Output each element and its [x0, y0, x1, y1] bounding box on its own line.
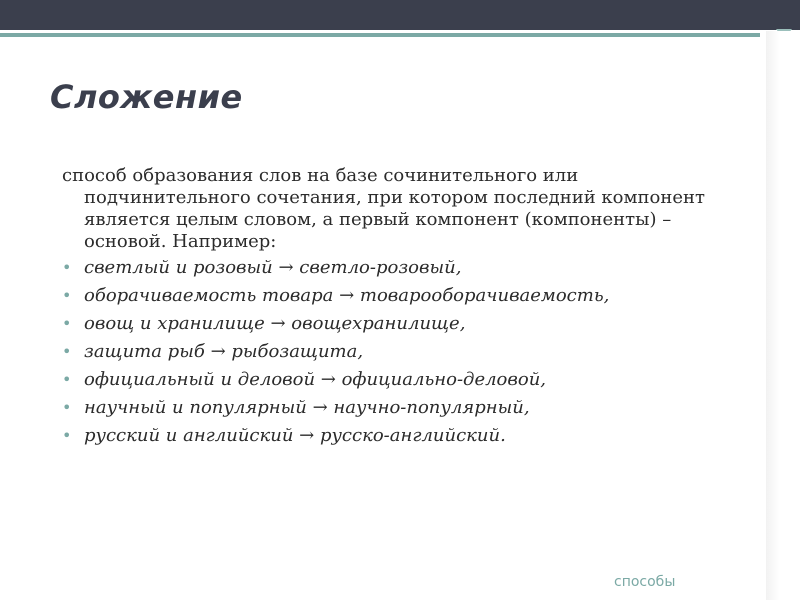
list-item — [62, 313, 742, 335]
top-bar — [0, 0, 800, 30]
bullet-icon: • — [62, 314, 72, 333]
list-item — [62, 257, 742, 279]
example-text: оборачиваемость товара → товарооборачиваемость, — [84, 285, 610, 306]
example-text: русский и английский → русско-английский. — [84, 425, 506, 446]
bullet-icon: • — [62, 258, 72, 277]
slide-title: Сложение — [50, 78, 243, 116]
footer-link-sposoby[interactable]: способы — [614, 574, 676, 590]
right-stripe — [766, 31, 800, 600]
example-text: защита рыб → рыбозащита, — [84, 341, 364, 362]
bullet-icon: • — [62, 286, 72, 305]
list-item — [62, 285, 742, 307]
slide-content — [62, 165, 742, 453]
bullet-icon: • — [62, 426, 72, 445]
example-text: овощ и хранилище → овощехранилище, — [84, 313, 466, 334]
example-text: официальный и деловой → официально-деловой, — [84, 369, 547, 390]
bullet-icon: • — [62, 398, 72, 417]
bullet-icon: • — [62, 342, 72, 361]
example-text: светлый и розовый → светло-розовый, — [84, 257, 462, 278]
intro-text: способ образования слов на базе сочинительного или подчинительного сочетания, при котором последний компонент является целым словом, а первый компонент (компоненты) – основой. Например: — [62, 165, 705, 252]
list-item — [62, 425, 742, 447]
bullet-icon: • — [62, 370, 72, 389]
list-item — [62, 369, 742, 391]
list-item — [62, 341, 742, 363]
list-item — [62, 397, 742, 419]
examples-list — [62, 257, 742, 447]
accent-line — [0, 33, 760, 37]
example-text: научный и популярный → научно-популярный, — [84, 397, 530, 418]
